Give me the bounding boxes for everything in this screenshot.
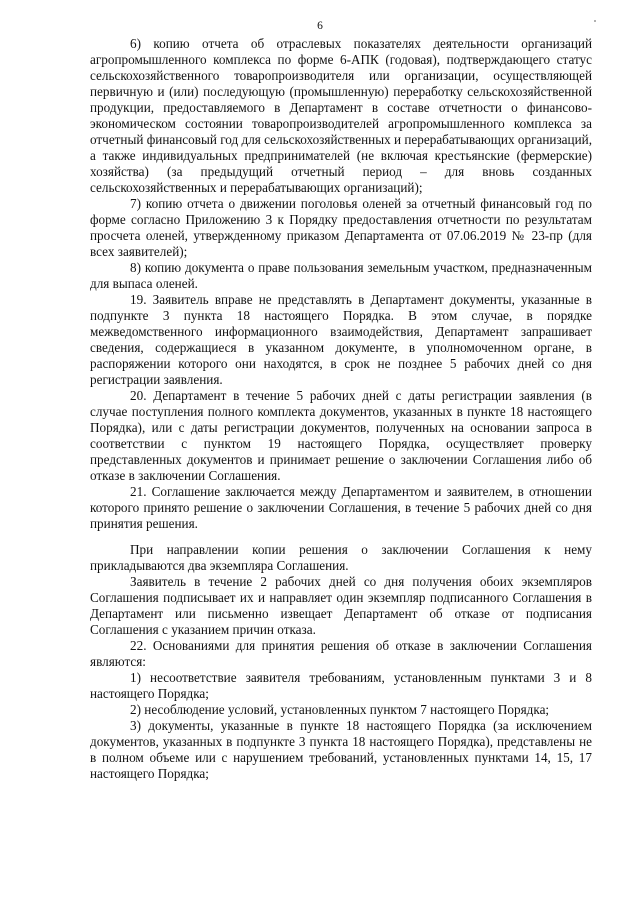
item-6-paragraph: 6) копию отчета об отраслевых показателях деятельности организаций агропромышленного комплекса по форме 6-АПК (годовая), подтверждающего статус сельскохозяйственного товаропроизводителя или организации, осуществляющей первичную и (или) последующую (промышленную) переработку сельскохозяйственной продукции, предоставляемого в Департамент в составе отчетности о финансово-экономическом состоянии товаропроизводителей агропромышленного комплекса за отчетный финансовый год для сельскохозяйственных и перерабатывающих организаций, а также индивидуальных предпринимателей (не включая крестьянские (фермерские) хозяйства) (за предыдущий отчетный период – для вновь созданных сельскохозяйственных и перерабатывающих организаций);	[90, 36, 592, 195]
refusal-ground-1: 1) несоответствие заявителя требованиям, установленным пунктами 3 и 8 настоящего Порядка;	[90, 670, 592, 701]
page-number: 6	[317, 20, 323, 32]
document-body	[90, 36, 592, 782]
decision-copy-paragraph: При направлении копии решения о заключении Соглашения к нему прикладываются два экземпляра Соглашения.	[90, 542, 592, 573]
item-7-paragraph: 7) копию отчета о движении поголовья оленей за отчетный финансовый год по форме согласно Приложению 3 к Порядку предоставления отчетности по результатам просчета оленей, утвержденному приказом Департамента от 07.06.2019 № 23-пр (для всех заявителей);	[90, 196, 592, 259]
clause-20-paragraph: 20. Департамент в течение 5 рабочих дней с даты регистрации заявления (в случае поступления полного комплекта документов, указанных в пункте 18 настоящего Порядка), или с даты регистрации документов, полученных на основании запроса в соответствии с пунктом 19 настоящего Порядка, осуществляет проверку представленных документов и принимает решение о заключении Соглашения либо об отказе в заключении Соглашения.	[90, 388, 592, 483]
clause-21-paragraph: 21. Соглашение заключается между Департаментом и заявителем, в отношении которого принято решение о заключении Соглашения, в течение 5 рабочих дней со дня принятия решения.	[90, 484, 592, 531]
refusal-ground-2: 2) несоблюдение условий, установленных пунктом 7 настоящего Порядка;	[130, 702, 550, 717]
refusal-ground-3: 3) документы, указанные в пункте 18 настоящего Порядка (за исключением документов, указанных в подпункте 3 пункта 18 настоящего Порядка), представлены не в полном объеме или с нарушением требований, установленных пунктами 14, 15, 17 настоящего Порядка;	[90, 718, 592, 781]
clause-22-paragraph: 22. Основаниями для принятия решения об отказе в заключении Соглашения являются:	[90, 638, 592, 669]
clause-19-paragraph: 19. Заявитель вправе не представлять в Департамент документы, указанные в подпункте 3 пункта 18 настоящего Порядка. В этом случае, в порядке межведомственного информационного взаимодействия, Департамент запрашивает сведения, содержащиеся в указанном документе, в уполномоченном органе, в распоряжении которого они находятся, в срок не позднее 5 рабочих дней со дня регистрации заявления.	[90, 292, 592, 387]
item-8-paragraph: 8) копию документа о праве пользования земельным участком, предназначенным для выпаса оленей.	[90, 260, 592, 291]
applicant-signing-paragraph: Заявитель в течение 2 рабочих дней со дня получения обоих экземпляров Соглашения подписывает их и направляет один экземпляр подписанного Соглашения в Департамент или письменно извещает Департамент об отказе от подписания Соглашения с указанием причин отказа.	[90, 574, 592, 637]
